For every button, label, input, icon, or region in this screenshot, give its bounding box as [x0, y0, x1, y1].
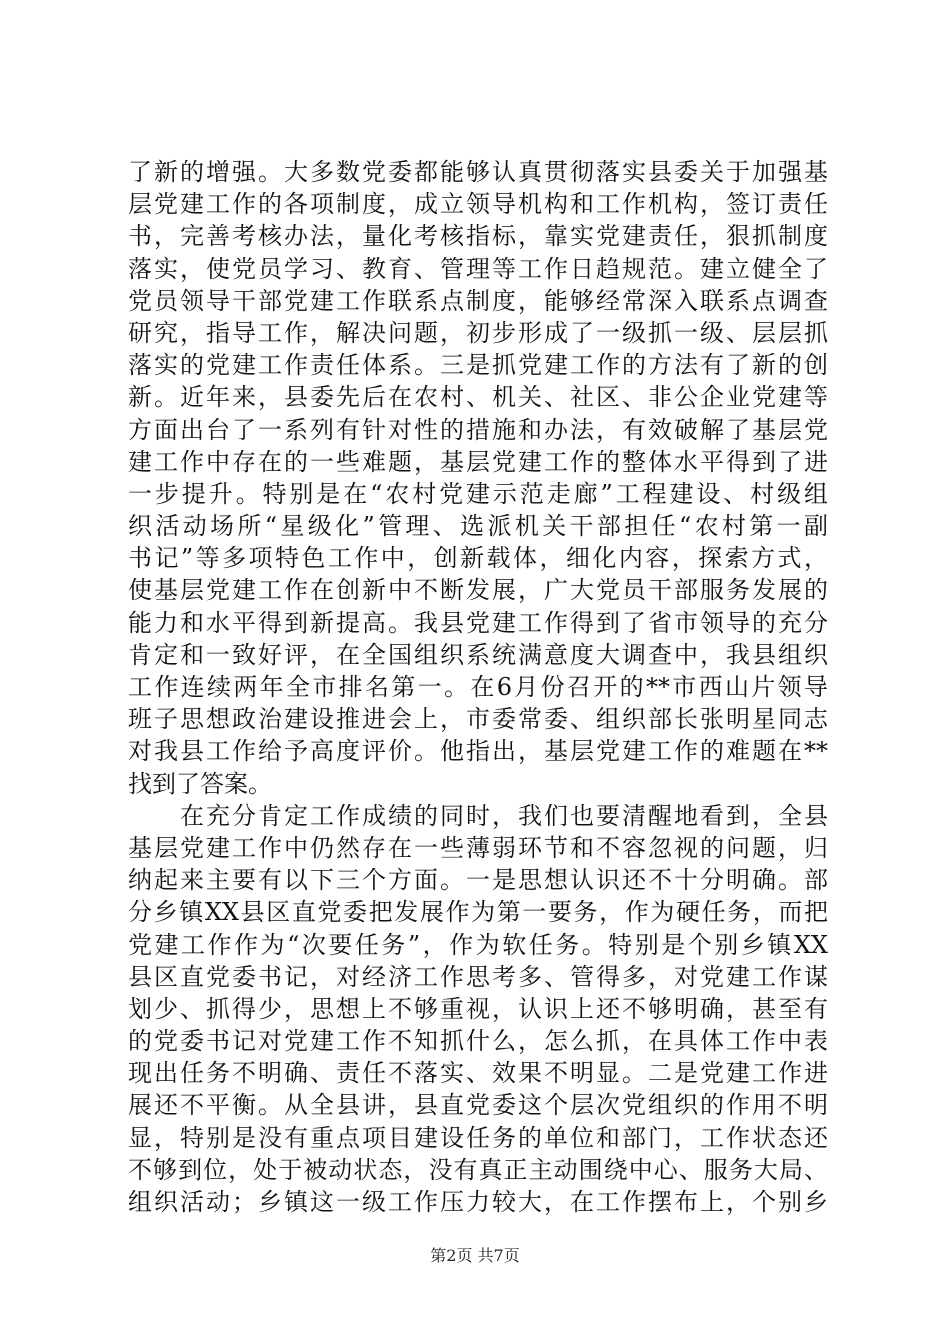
- text-line: 织活动场所“星级化”管理、选派机关干部担任“农村第一副: [128, 512, 828, 541]
- text-line: 一步提升。特别是在“农村党建示范走廊”工程建设、村级组: [128, 479, 828, 508]
- text-line: 了新的增强。大多数党委都能够认真贯彻落实县委关于加强基: [128, 158, 828, 186]
- text-line: 组织活动；乡镇这一级工作压力较大，在工作摆布上，个别乡: [128, 1188, 828, 1216]
- text-line: 党员领导干部党建工作联系点制度，能够经常深入联系点调查: [128, 286, 828, 315]
- text-line: 层党建工作的各项制度，成立领导机构和工作机构，签订责任: [128, 190, 828, 219]
- text-line: 的党委书记对党建工作不知抓什么，怎么抓，在具体工作中表: [128, 1027, 828, 1056]
- text-line: 纳起来主要有以下三个方面。一是思想认识还不十分明确。部: [128, 866, 828, 895]
- text-line: 班子思想政治建设推进会上，市委常委、组织部长张明星同志: [128, 705, 828, 734]
- text-line: 书，完善考核办法，量化考核指标，靠实党建责任，狠抓制度: [128, 222, 828, 251]
- text-line: 划少、抓得少，思想上不够重视，认识上还不够明确，甚至有: [128, 994, 828, 1023]
- document-body: [128, 156, 828, 1218]
- text-line: 基层党建工作中仍然存在一些薄弱环节和不容忽视的问题，归: [128, 833, 828, 862]
- text-line: 找到了答案。: [128, 769, 272, 798]
- text-line: 落实，使党员学习、教育、管理等工作日趋规范。建立健全了: [128, 254, 828, 283]
- text-line: 使基层党建工作在创新中不断发展，广大党员干部服务发展的: [128, 576, 828, 605]
- text-line: 能力和水平得到新提高。我县党建工作得到了省市领导的充分: [128, 608, 828, 637]
- text-line: 研究，指导工作，解决问题，初步形成了一级抓一级、层层抓: [128, 318, 828, 347]
- text-line: 工作连续两年全市排名第一。在6月份召开的**市西山片领导: [128, 673, 828, 701]
- text-line: 显，特别是没有重点项目建设任务的单位和部门，工作状态还: [128, 1123, 828, 1152]
- text-line: 建工作中存在的一些难题，基层党建工作的整体水平得到了进: [128, 447, 828, 476]
- page-footer: 第2页 共7页: [430, 1246, 520, 1265]
- text-line: 方面出台了一系列有针对性的措施和办法，有效破解了基层党: [128, 415, 828, 444]
- text-line: 落实的党建工作责任体系。三是抓党建工作的方法有了新的创: [128, 351, 828, 380]
- text-line: 现出任务不明确、责任不落实、效果不明显。二是党建工作进: [128, 1059, 828, 1088]
- text-line: 在充分肯定工作成绩的同时，我们也要清醒地看到，全县: [128, 801, 828, 830]
- text-line: 党建工作作为“次要任务”，作为软任务。特别是个别乡镇XX: [128, 930, 828, 959]
- text-line: 新。近年来，县委先后在农村、机关、社区、非公企业党建等: [128, 383, 828, 412]
- text-line: 对我县工作给予高度评价。他指出，基层党建工作的难题在**: [128, 737, 828, 766]
- text-line: 县区直党委书记，对经济工作思考多、管得多，对党建工作谋: [128, 962, 828, 991]
- text-line: 展还不平衡。从全县讲，县直党委这个层次党组织的作用不明: [128, 1091, 828, 1120]
- text-line: 分乡镇XX县区直党委把发展作为第一要务，作为硬任务，而把: [128, 898, 828, 927]
- text-line: 不够到位，处于被动状态，没有真正主动围绕中心、服务大局、: [128, 1155, 828, 1184]
- text-line: 肯定和一致好评，在全国组织系统满意度大调查中，我县组织: [128, 640, 828, 669]
- text-line: 书记”等多项特色工作中，创新载体，细化内容，探索方式，: [128, 544, 828, 573]
